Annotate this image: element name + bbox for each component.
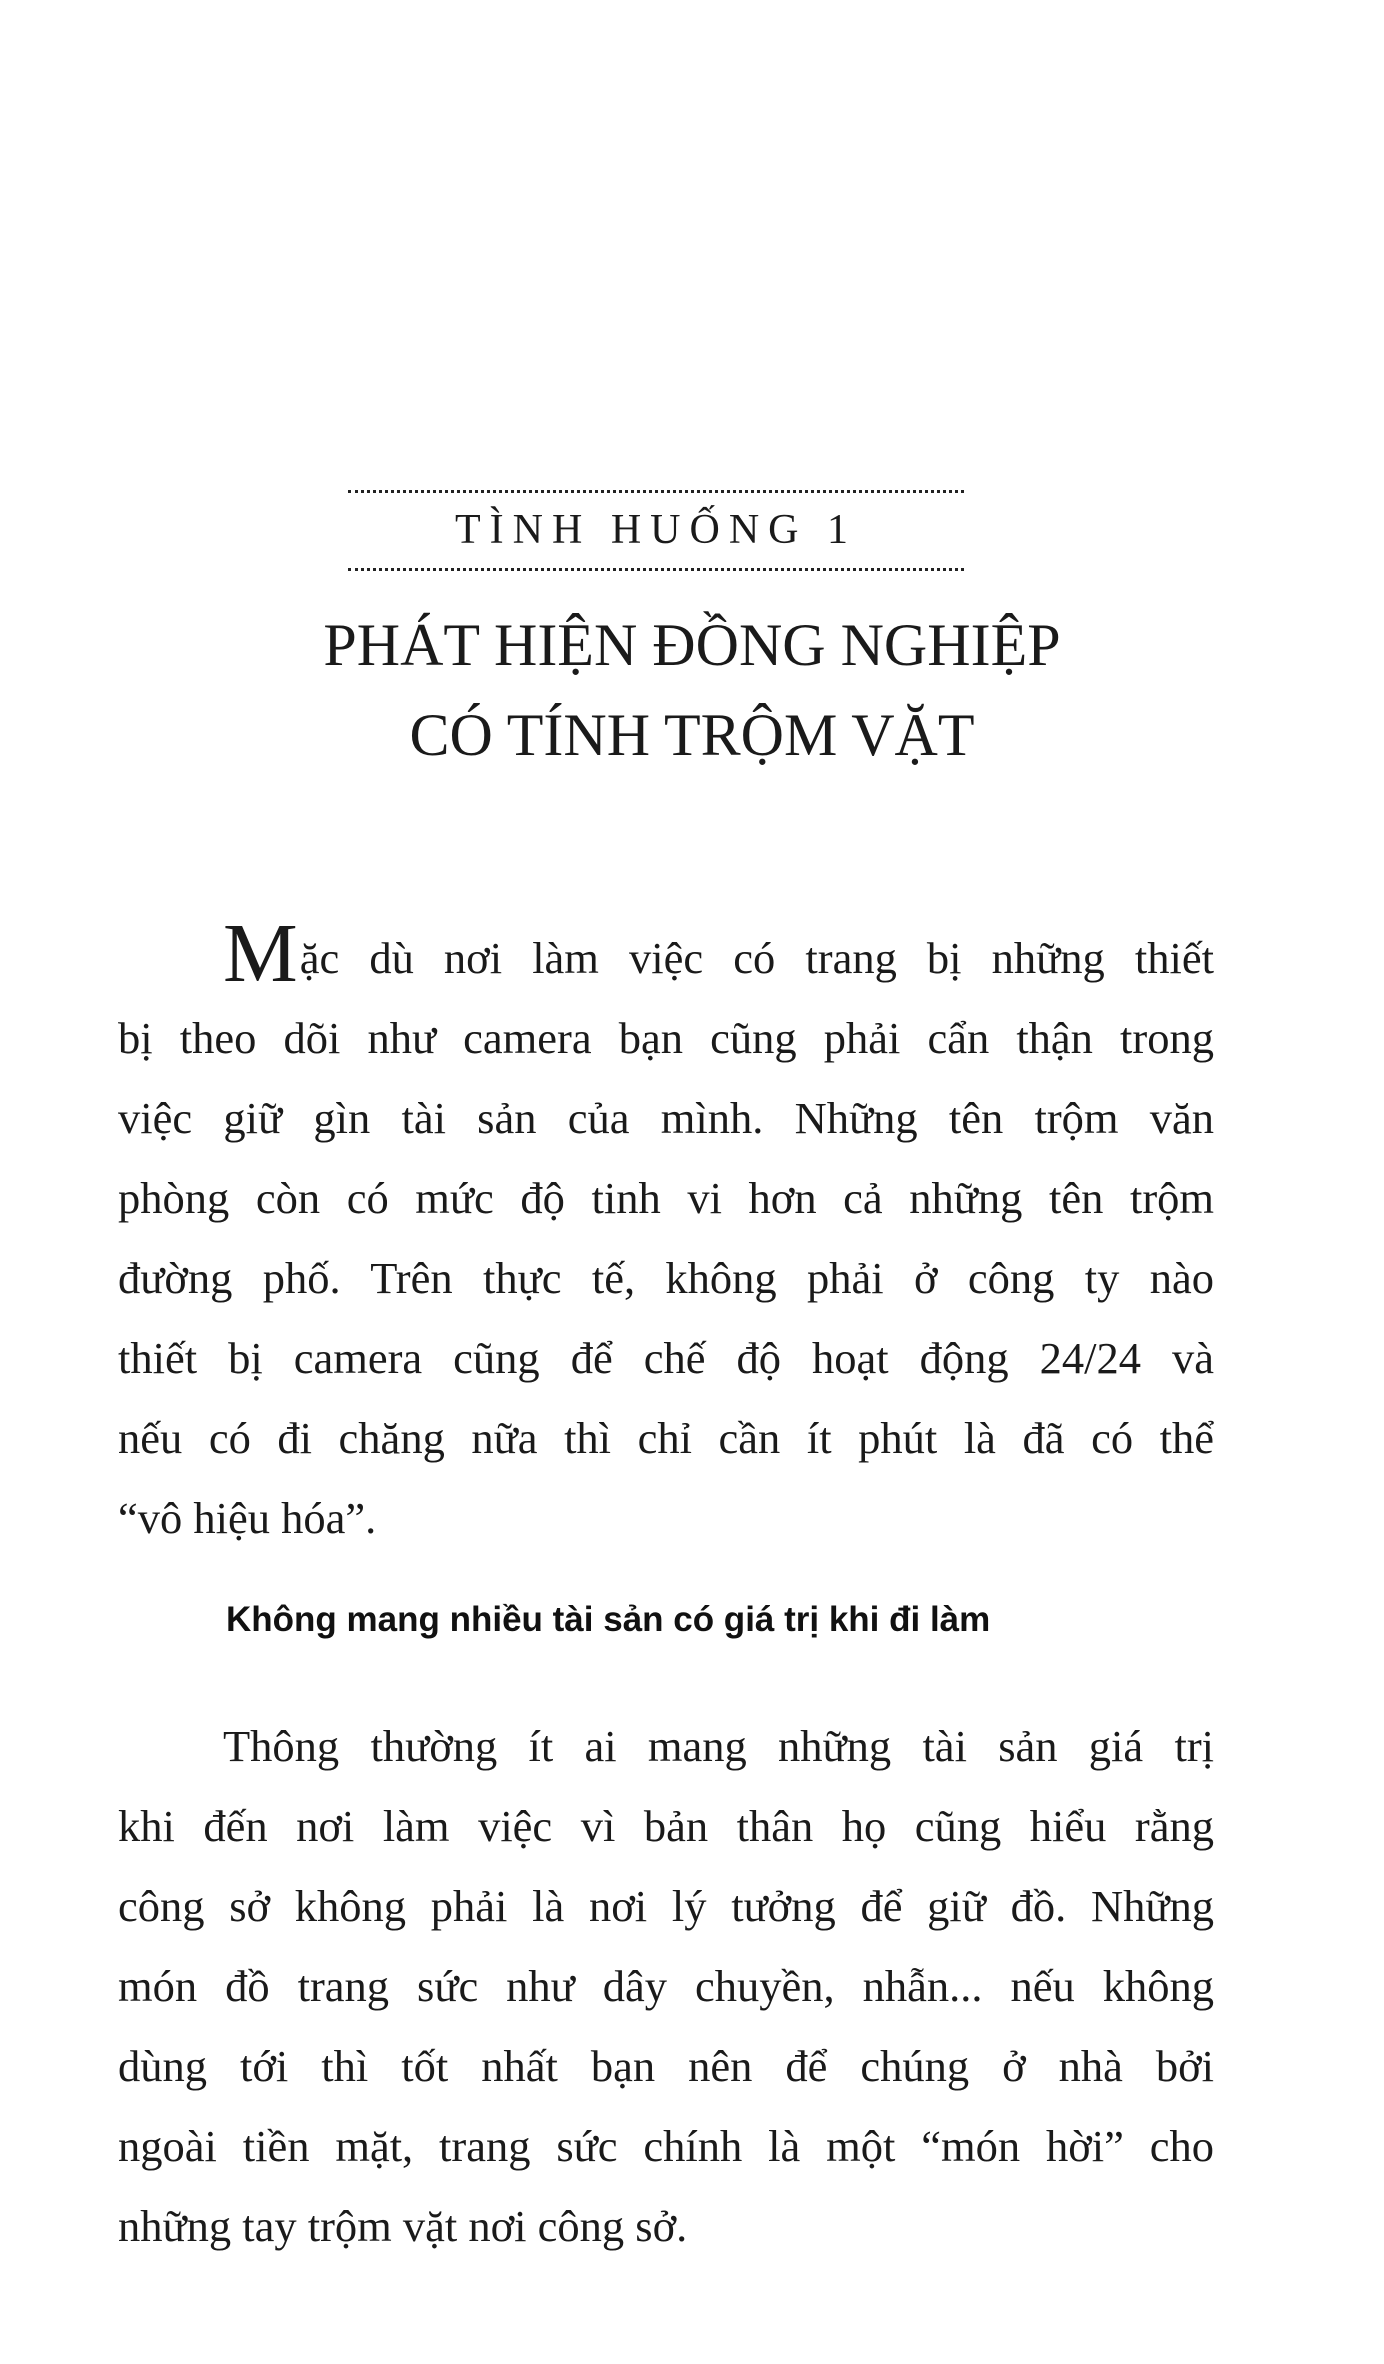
paragraph-line: khi đến nơi làm việc vì bản thân họ cũng hiểu rằng [118, 1801, 1214, 1851]
paragraph-line: phòng còn có mức độ tinh vi hơn cả những tên trộm [118, 1173, 1214, 1223]
paragraph-line: bị theo dõi như camera bạn cũng phải cẩn thận trong [118, 1013, 1214, 1063]
paragraph-line: nếu có đi chăng nữa thì chỉ cần ít phút là đã có thể [118, 1413, 1214, 1463]
paragraph-line: thiết bị camera cũng để chế độ hoạt động 24/24 và [118, 1333, 1214, 1383]
chapter-title [120, 600, 1264, 780]
section-subheading: Không mang nhiều tài sản có giá trị khi đi làm [226, 1600, 991, 1639]
paragraph-line-text: ặc dù nơi làm việc có trang bị những thiết [299, 933, 1214, 983]
paragraph-line: những tay trộm vặt nơi công sở. [118, 2201, 688, 2251]
paragraph-line: món đồ trang sức như dây chuyền, nhẫn... nếu không [118, 1961, 1214, 2011]
chapter-label: TÌNH HUỐNG 1 [455, 507, 857, 553]
paragraph-line: “vô hiệu hóa”. [118, 1493, 377, 1543]
top-dotted-rule [348, 490, 964, 493]
drop-cap: M [223, 907, 300, 1000]
paragraph-body [118, 1706, 1214, 2266]
paragraph-intro [118, 907, 1214, 1558]
paragraph-line: ngoài tiền mặt, trang sức chính là một “món hời” cho [118, 2121, 1214, 2171]
paragraph-line: việc giữ gìn tài sản của mình. Những tên trộm văn [118, 1093, 1214, 1143]
paragraph-line: công sở không phải là nơi lý tưởng để giữ đồ. Những [118, 1881, 1214, 1931]
chapter-title-line: CÓ TÍNH TRỘM VẶT [409, 702, 975, 768]
bottom-dotted-rule [348, 568, 964, 571]
paragraph-line [118, 907, 1214, 1000]
chapter-title-line: PHÁT HIỆN ĐỒNG NGHIỆP [323, 612, 1061, 678]
paragraph-line: dùng tới thì tốt nhất bạn nên để chúng ở nhà bởi [118, 2041, 1214, 2091]
paragraph-line: đường phố. Trên thực tế, không phải ở công ty nào [118, 1253, 1214, 1303]
paragraph-line: Thông thường ít ai mang những tài sản giá trị [223, 1721, 1214, 1771]
